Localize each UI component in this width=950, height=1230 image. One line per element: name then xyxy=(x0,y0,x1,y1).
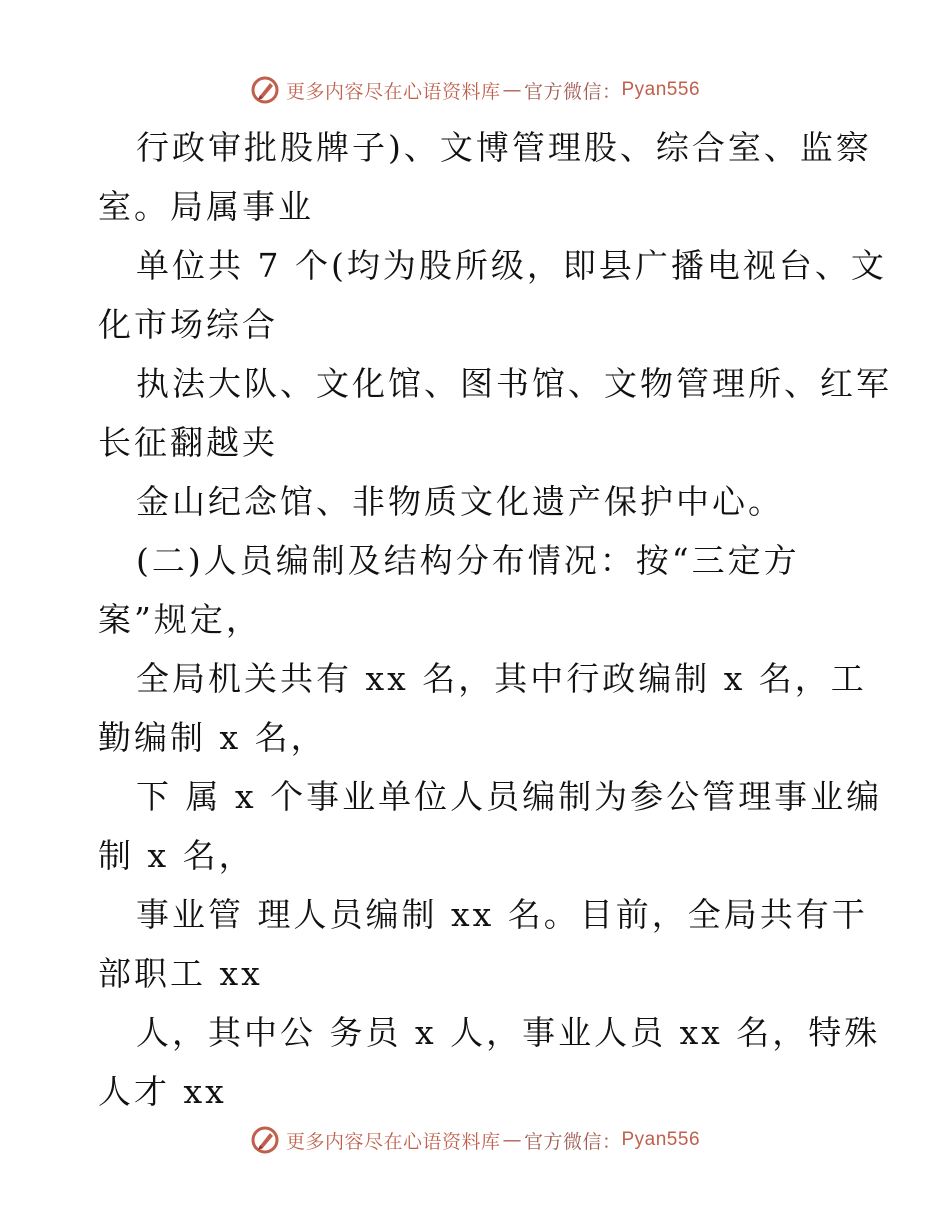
text-line: 金山纪念馆、非物质文化遗产保护中心。 xyxy=(136,482,784,521)
text-line: 化市场综合 xyxy=(98,305,278,344)
watermark-wechat-label: 官方微信： xyxy=(523,80,622,103)
text-line: 事业管 理人员编制 xx 名。目前，全局共有干 xyxy=(136,895,868,934)
text-line: 勤编制 x 名， xyxy=(98,718,327,757)
watermark-brand: 更多内容尽在心语资料库 xyxy=(285,80,501,103)
text-line: 长征翻越夹 xyxy=(98,423,278,462)
watermark-wechat-label: 官方微信： xyxy=(523,1130,622,1153)
watermark-wechat-id: Pyan556 xyxy=(621,79,701,100)
text-line: 执法大队、文化馆、图书馆、文物管理所、红军 xyxy=(136,364,892,403)
watermark-wechat-id: Pyan556 xyxy=(621,1129,701,1150)
text-line: 人，其中公 务员 x 人，事业人员 xx 名，特殊 xyxy=(136,1013,881,1052)
text-line: 全局机关共有 xx 名，其中行政编制 x 名，工 xyxy=(136,659,867,698)
header-watermark xyxy=(0,70,950,110)
watermark-brand: 更多内容尽在心语资料库 xyxy=(285,1130,501,1153)
document-body xyxy=(98,118,892,1121)
text-line: 案”规定， xyxy=(98,600,262,639)
text-line: 室。局属事业 xyxy=(98,187,314,226)
footer-watermark xyxy=(0,1120,950,1160)
text-line: 单位共 7 个(均为股所级，即县广播电视台、文 xyxy=(136,246,887,285)
text-line: 行政审批股牌子)、文博管理股、综合室、监察 xyxy=(136,128,872,167)
text-line: 部职工 xx xyxy=(98,954,263,993)
text-line: (二)人员编制及结构分布情况：按“三定方 xyxy=(136,541,800,580)
watermark-separator: — xyxy=(502,1129,522,1151)
text-line: 制 x 名， xyxy=(98,836,255,875)
text-line: 下 属 x 个事业单位人员编制为参公管理事业编 xyxy=(136,777,883,816)
pen-circle-logo-icon xyxy=(250,75,280,105)
watermark-separator: — xyxy=(502,79,522,101)
pen-circle-logo-icon xyxy=(250,1125,280,1155)
text-line: 人才 xx xyxy=(98,1072,227,1111)
